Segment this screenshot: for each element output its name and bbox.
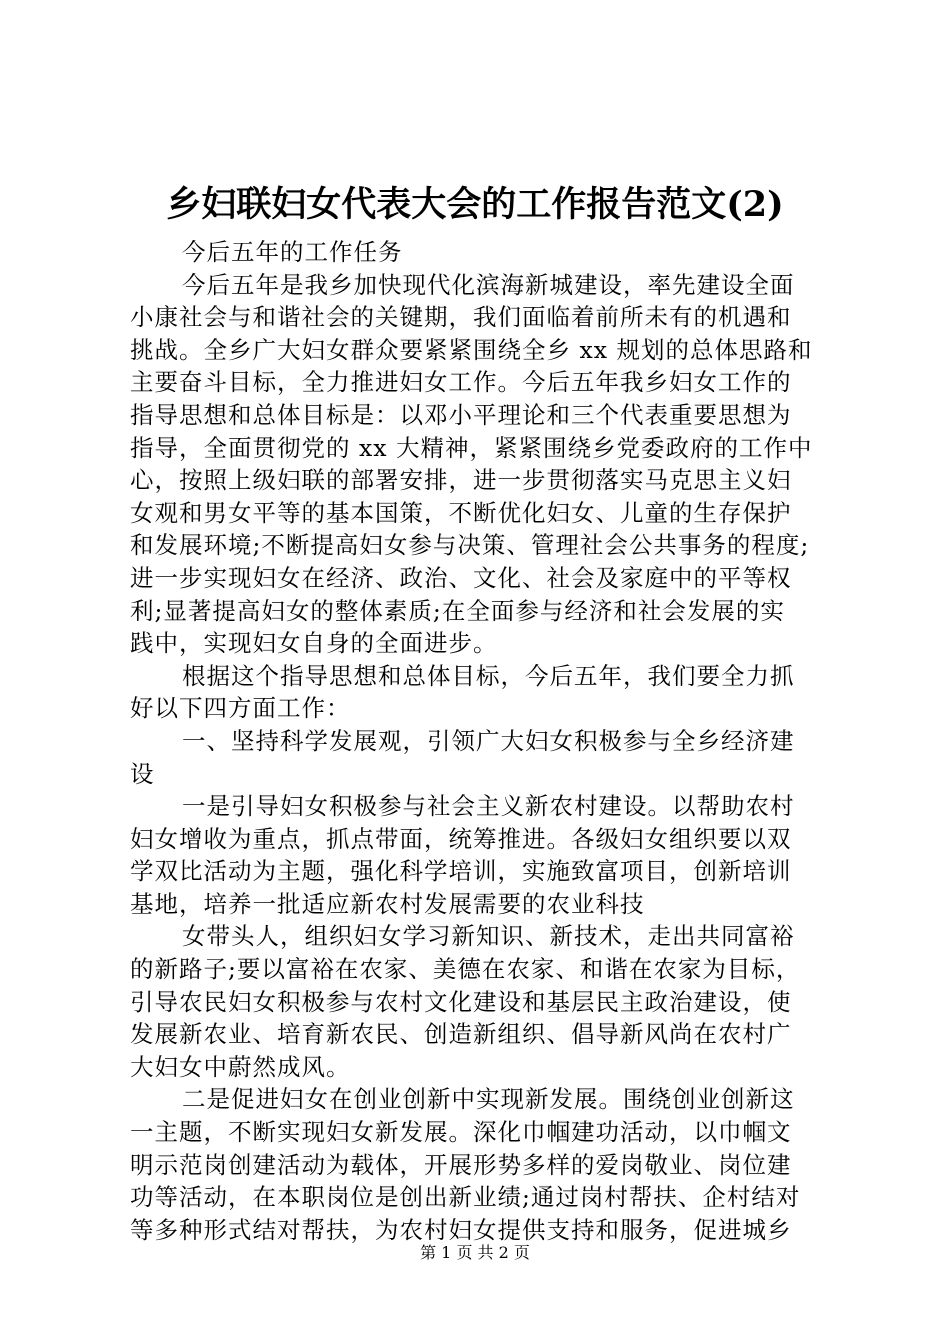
paragraph-line: 的新路子;要以富裕在农家、美德在农家、和谐在农家为目标， — [130, 955, 801, 984]
paragraph-line: 指导，全面贯彻党的 xx 大精神，紧紧围绕乡党委政府的工作中 — [130, 433, 813, 462]
paragraph-line: 挑战。全乡广大妇女群众要紧紧围绕全乡 xx 规划的总体思路和 — [130, 335, 813, 364]
paragraph-line: 一主题，不断实现妇女新发展。深化巾帼建功活动，以巾帼文 — [130, 1118, 792, 1147]
subsection-heading: 设 — [130, 759, 155, 788]
page-number-footer: 第 1 页 共 2 页 — [420, 1243, 530, 1262]
subsection-heading: 一、坚持科学发展观，引领广大妇女积极参与全乡经济建 — [182, 726, 795, 755]
paragraph-line: 根据这个指导思想和总体目标，今后五年，我们要全力抓 — [182, 661, 795, 690]
paragraph-line: 发展新农业、培育新农民、创造新组织、倡导新风尚在农村广 — [130, 1020, 792, 1049]
document-body — [130, 236, 835, 1246]
paragraph-line: 进一步实现妇女在经济、政治、文化、社会及家庭中的平等权 — [130, 563, 792, 592]
document-title: 乡妇联妇女代表大会的工作报告范文(2) — [166, 184, 784, 225]
paragraph-line: 女带头人，组织妇女学习新知识、新技术，走出共同富裕 — [182, 922, 795, 951]
paragraph-line: 等多种形式结对帮扶，为农村妇女提供支持和服务，促进城乡 — [130, 1215, 792, 1244]
paragraph-line: 二是促进妇女在创业创新中实现新发展。围绕创业创新这 — [182, 1085, 795, 1114]
paragraph-line: 心，按照上级妇联的部署安排，进一步贯彻落实马克思主义妇 — [130, 466, 792, 495]
paragraph-line: 小康社会与和谐社会的关键期，我们面临着前所未有的机遇和 — [130, 303, 792, 332]
paragraph-line: 学双比活动为主题，强化科学培训，实施致富项目，创新培训 — [130, 857, 792, 886]
paragraph-line: 大妇女中蔚然成风。 — [130, 1052, 351, 1081]
section-heading: 今后五年的工作任务 — [182, 238, 403, 266]
paragraph-line: 好以下四方面工作： — [130, 694, 351, 723]
paragraph-line: 今后五年是我乡加快现代化滨海新城建设，率先建设全面 — [182, 270, 795, 299]
paragraph-line: 明示范岗创建活动为载体，开展形势多样的爱岗敬业、岗位建 — [130, 1150, 792, 1179]
paragraph-line: 主要奋斗目标，全力推进妇女工作。今后五年我乡妇女工作的 — [130, 368, 792, 397]
paragraph-line: 利;显著提高妇女的整体素质;在全面参与经济和社会发展的实 — [130, 596, 785, 625]
paragraph-line: 女观和男女平等的基本国策，不断优化妇女、儿童的生存保护 — [130, 498, 792, 527]
paragraph-line: 和发展环境;不断提高妇女参与决策、管理社会公共事务的程度; — [130, 531, 810, 560]
paragraph-line: 践中，实现妇女自身的全面进步。 — [130, 629, 498, 658]
paragraph-line: 基地，培养一批适应新农村发展需要的农业科技 — [130, 889, 645, 918]
paragraph-line: 功等活动，在本职岗位是创出新业绩;通过岗村帮扶、企村结对 — [130, 1183, 801, 1212]
paragraph-line: 指导思想和总体目标是：以邓小平理论和三个代表重要思想为 — [130, 400, 792, 429]
paragraph-line: 一是引导妇女积极参与社会主义新农村建设。以帮助农村 — [182, 792, 795, 821]
paragraph-line: 引导农民妇女积极参与农村文化建设和基层民主政治建设，使 — [130, 987, 792, 1016]
paragraph-line: 妇女增收为重点，抓点带面，统筹推进。各级妇女组织要以双 — [130, 824, 792, 853]
